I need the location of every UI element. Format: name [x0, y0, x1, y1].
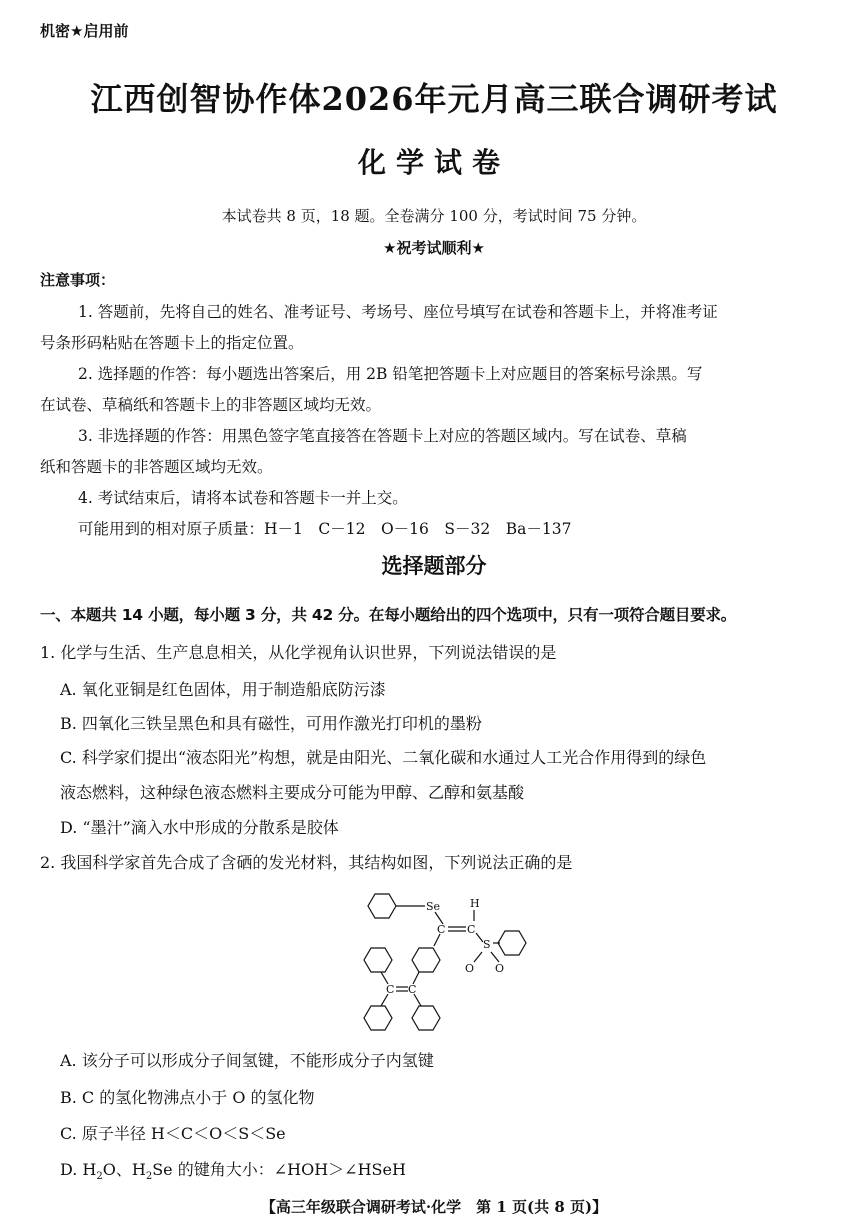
question-2-option-b: B. C 的氢化物沸点小于 O 的氢化物: [60, 1088, 315, 1107]
question-1-option-c: C. 科学家们提出“液态阳光”构想，就是由阳光、二氧化碳和水通过人工光合作用得到的绿色: [60, 748, 707, 767]
question-1-option-c-cont: 液态燃料，这种绿色液态燃料主要成分可能为甲醇、乙醇和氨基酸: [60, 783, 525, 802]
structure-se-label: Se: [426, 900, 441, 913]
part-one-instructions: 一、本题共 14 小题，每小题 3 分，共 42 分。在每小题给出的四个选项中，只有一项符合题目要求。: [40, 606, 737, 624]
option-d-prefix: D. H: [60, 1160, 97, 1179]
structure-s-label: S: [483, 938, 491, 951]
notice-line: 4. 考试结束后，请将本试卷和答题卡一并上交。: [78, 489, 408, 507]
notice-line: 在试卷、草稿纸和答题卡上的非答题区域均无效。: [40, 396, 382, 414]
structure-c-label: C: [408, 983, 417, 996]
section-title: 选择题部分: [381, 554, 487, 578]
subject-title: 化学试卷: [357, 146, 510, 179]
selenium-compound-structure: [340, 880, 540, 1040]
notice-line: 2. 选择题的作答：每小题选出答案后，用 2B 铅笔把答题卡上对应题目的答案标号涂黑。写: [78, 365, 703, 383]
notice-heading: 注意事项：: [40, 271, 116, 289]
structure-o-label: O: [495, 962, 505, 975]
question-1-stem: 1. 化学与生活、生产息息相关，从化学视角认识世界，下列说法错误的是: [40, 643, 557, 662]
exam-info: 本试卷共 8 页，18 题。全卷满分 100 分，考试时间 75 分钟。: [221, 207, 647, 225]
structure-c-label: C: [467, 923, 476, 936]
subscript: 2: [96, 1171, 103, 1183]
question-1-option-a: A. 氧化亚铜是红色固体，用于制造船底防污漆: [60, 680, 386, 699]
question-1-option-d: D. “墨汁”滴入水中形成的分散系是胶体: [60, 818, 339, 837]
good-luck-text: ★祝考试顺利★: [383, 239, 485, 257]
page-footer: 【高三年级联合调研考试·化学 第 1 页(共 8 页)】: [260, 1198, 608, 1216]
question-1-option-b: B. 四氧化三铁呈黑色和具有磁性，可用作激光打印机的墨粉: [60, 714, 482, 733]
structure-c-label: C: [437, 923, 446, 936]
exam-title: 江西创智协作体2026年元月高三联合调研考试: [90, 80, 778, 118]
option-d-mid: O、H: [102, 1160, 146, 1179]
structure-h-label: H: [470, 897, 480, 910]
question-2-option-c: C. 原子半径 H＜C＜O＜S＜Se: [60, 1124, 286, 1143]
structure-c-label: C: [386, 983, 395, 996]
subscript: 2: [145, 1171, 153, 1183]
notice-line: 号条形码粘贴在答题卡上的指定位置。: [40, 334, 304, 352]
question-2-stem: 2. 我国科学家首先合成了含硒的发光材料，其结构如图，下列说法正确的是: [40, 853, 573, 872]
option-d-suffix: Se 的键角大小：∠HOH＞∠HSeH: [152, 1160, 406, 1179]
confidential-label: 机密★启用前: [40, 22, 129, 40]
structure-o-label: O: [465, 962, 475, 975]
atomic-masses: 可能用到的相对原子质量：H－1 C－12 O－16 S－32 Ba－137: [78, 520, 572, 538]
question-2-option-d: [60, 1157, 406, 1182]
notice-line: 1. 答题前，先将自己的姓名、准考证号、考场号、座位号填写在试卷和答题卡上，并将准考证: [78, 303, 718, 321]
notice-line: 3. 非选择题的作答：用黑色签字笔直接答在答题卡上对应的答题区域内。写在试卷、草稿: [78, 427, 687, 445]
question-2-option-a: A. 该分子可以形成分子间氢键，不能形成分子内氢键: [60, 1051, 434, 1070]
notice-line: 纸和答题卡的非答题区域均无效。: [40, 458, 273, 476]
